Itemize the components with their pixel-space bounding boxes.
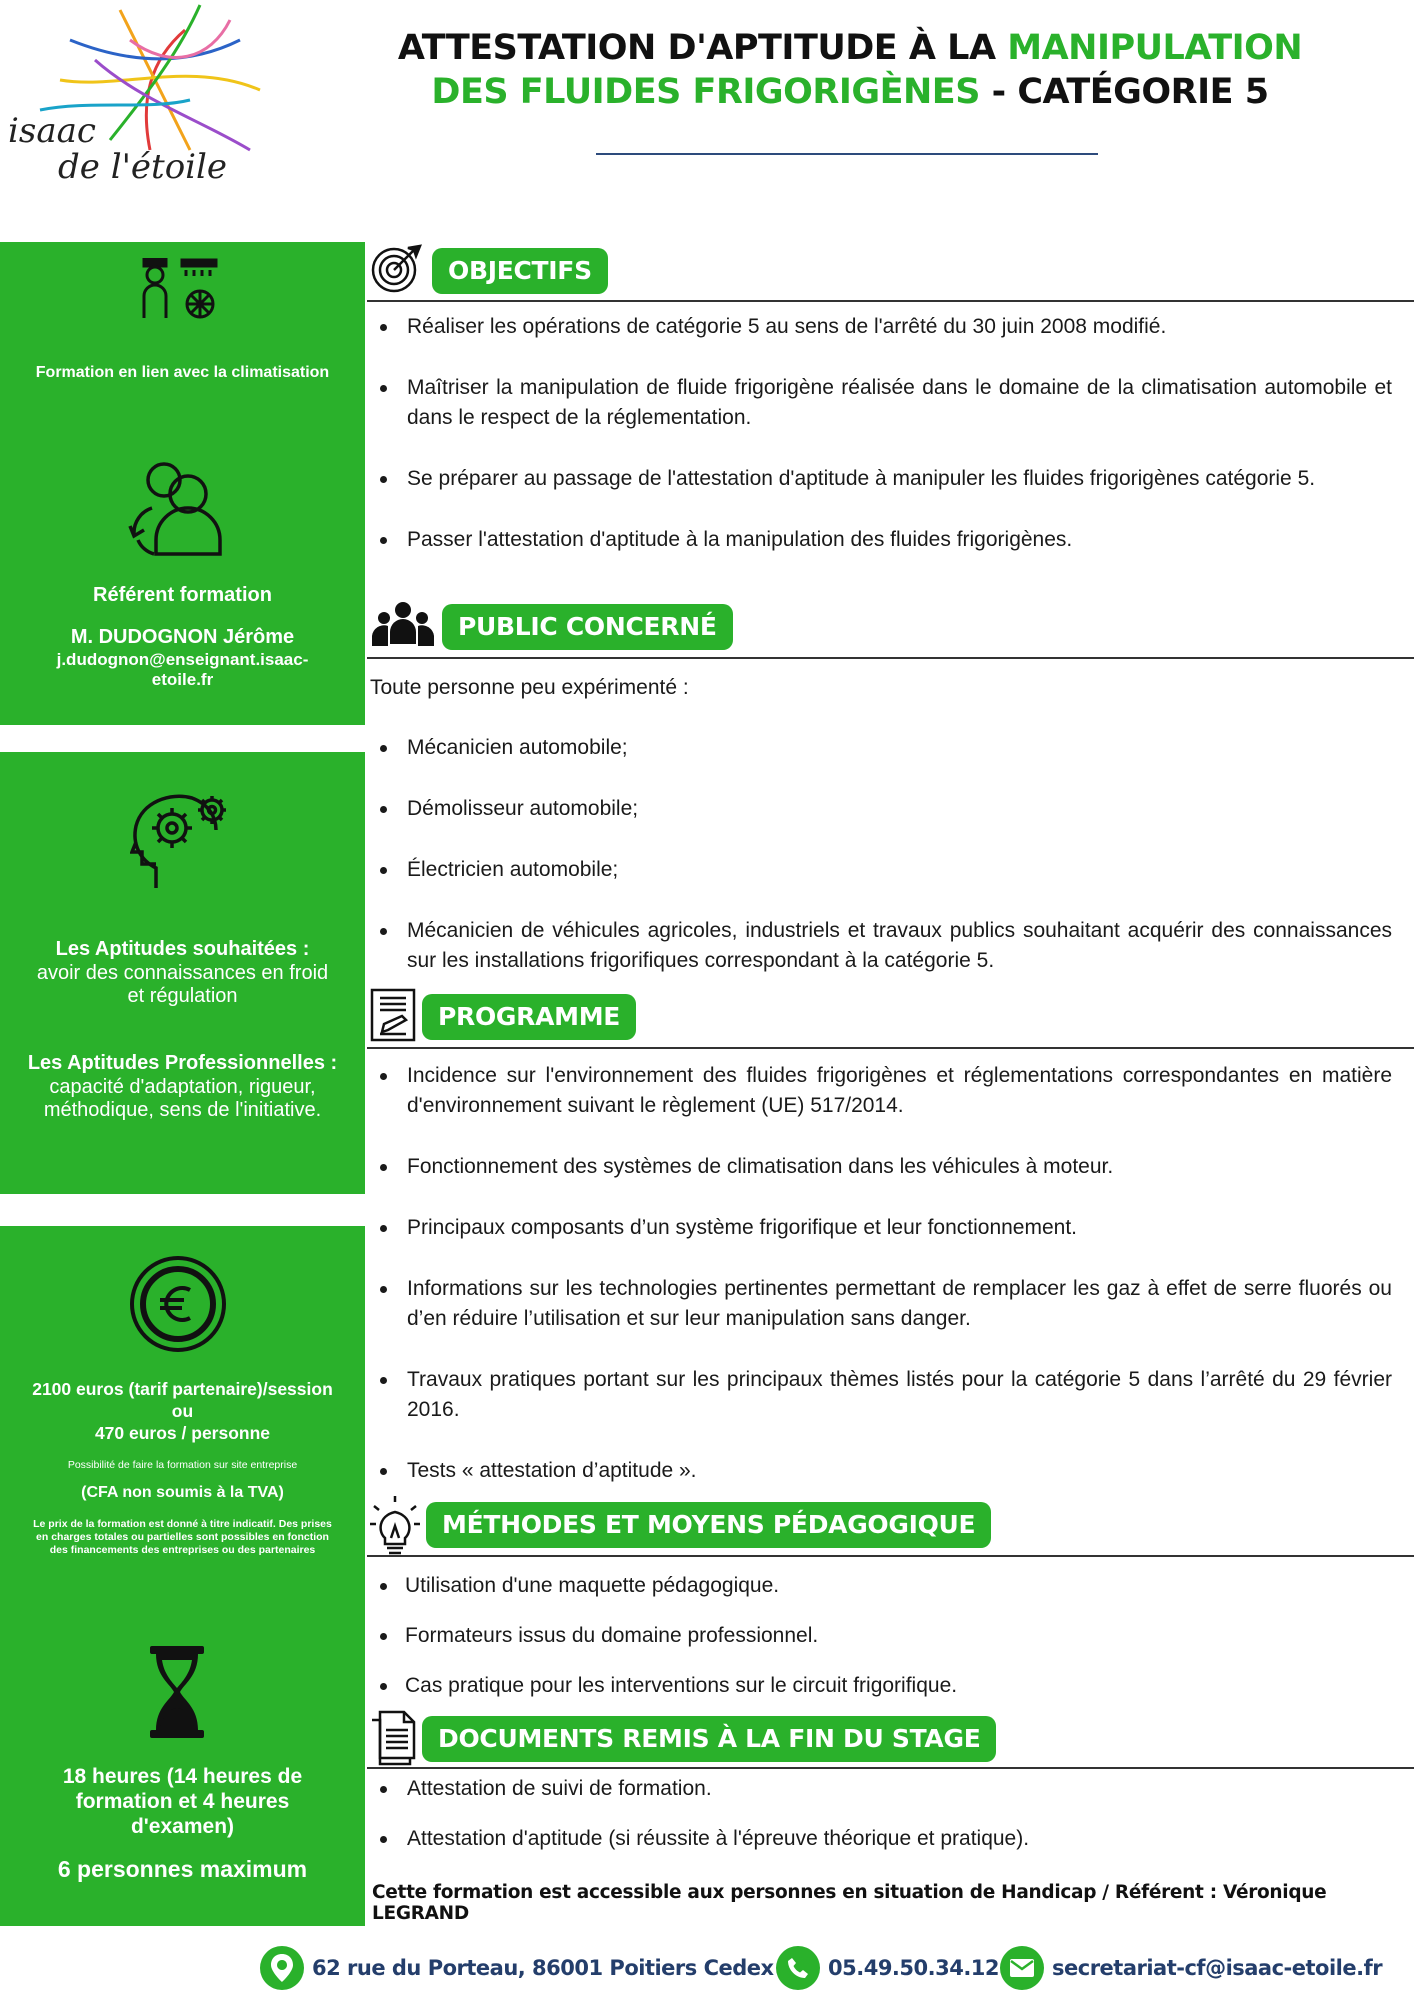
aptitudes-pro-text: capacité d'adaptation, rigueur, méthodique, sens de l'initiative. xyxy=(43,1076,322,1121)
hourglass-icon xyxy=(150,1646,204,1738)
aptitudes-souhaitees-text: avoir des connaissances en froid et régulation xyxy=(36,962,329,1007)
section-documents-title: DOCUMENTS REMIS À LA FIN DU STAGE xyxy=(422,1716,996,1762)
list-item: Cas pratique pour les interventions sur le circuit frigorifique. xyxy=(372,1671,1392,1701)
isaac-etoile-logo xyxy=(0,0,300,190)
footer-email[interactable]: secretariat-cf@isaac-etoile.fr xyxy=(1000,1944,1382,1992)
list-item: Incidence sur l'environnement des fluides frigorigènes et réglementations correspondantes en matière d'environnement suivant le règlement (UE) 517/2014. xyxy=(372,1061,1392,1121)
section-divider xyxy=(367,1767,1414,1769)
list-item: Fonctionnement des systèmes de climatisation dans les véhicules à moteur. xyxy=(372,1152,1392,1182)
list-item: Informations sur les technologies pertinentes permettant de remplacer les gaz à effet de serre fluorés ou d’en réduire l’utilisation et sur leur manipulation sans danger. xyxy=(372,1274,1392,1334)
handicap-note: Cette formation est accessible aux personnes en situation de Handicap / Référent : Véronique LEGRAND xyxy=(372,1882,1327,1924)
site-note: Possibilité de faire la formation sur site entreprise xyxy=(67,1459,298,1471)
group-people-icon xyxy=(370,598,436,650)
public-list xyxy=(372,733,1392,976)
duration-text: 18 heures (14 heures de formation et 4 heures d'examen) xyxy=(62,1765,303,1838)
section-divider xyxy=(367,300,1414,302)
list-item: Principaux composants d’un système frigorifique et leur fonctionnement. xyxy=(372,1213,1392,1243)
section-programme-title: PROGRAMME xyxy=(422,994,636,1040)
sidebar-panel-info xyxy=(0,242,365,725)
target-icon xyxy=(370,242,422,294)
mail-icon xyxy=(1000,1946,1044,1990)
list-item: Se préparer au passage de l'attestation d'aptitude à manipuler les fluides frigorigènes catégorie 5. xyxy=(372,464,1392,494)
list-item: Formateurs issus du domaine professionnel. xyxy=(372,1621,1392,1651)
referent-email[interactable]: j.dudognon@enseignant.isaac- etoile.fr xyxy=(56,650,309,689)
list-item: Mécanicien automobile; xyxy=(372,733,1392,763)
documents-list xyxy=(372,1774,1392,1854)
list-item: Utilisation d'une maquette pédagogique. xyxy=(372,1571,1392,1601)
list-item: Tests « attestation d’aptitude ». xyxy=(372,1456,1392,1486)
aptitudes-pro-label: Les Aptitudes Professionnelles : xyxy=(27,1052,338,1074)
list-item: Attestation de suivi de formation. xyxy=(372,1774,1392,1804)
location-pin-icon xyxy=(260,1946,304,1990)
section-public-title: PUBLIC CONCERNÉ xyxy=(442,604,733,650)
section-methodes-title: MÉTHODES ET MOYENS PÉDAGOGIQUE xyxy=(426,1502,991,1548)
list-item: Passer l'attestation d'aptitude à la manipulation des fluides frigorigènes. xyxy=(372,525,1392,555)
list-item: Électricien automobile; xyxy=(372,855,1392,885)
title-underline xyxy=(596,153,1098,155)
lightbulb-icon xyxy=(370,1496,420,1556)
price-text: 2100 euros (tarif partenaire)/session ou 470 euros / personne xyxy=(32,1379,333,1443)
document-pencil-icon xyxy=(370,988,416,1042)
document-title: ATTESTATION D'APTITUDE À LA MANIPULATION DES FLUIDES FRIGORIGÈNES - CATÉGORIE 5 xyxy=(397,28,1303,112)
section-divider xyxy=(367,1047,1414,1049)
programme-list xyxy=(372,1061,1392,1486)
max-people: 6 personnes maximum xyxy=(57,1856,308,1882)
referent-user-icon xyxy=(128,460,232,556)
public-intro: Toute personne peu expérimenté : xyxy=(370,676,689,699)
climatisation-label: Formation en lien avec la climatisation xyxy=(35,364,330,381)
list-item: Travaux pratiques portant sur les principaux thèmes listés pour la catégorie 5 dans l’arrêté du 29 février 2016. xyxy=(372,1365,1392,1425)
methodes-list xyxy=(372,1571,1392,1701)
section-divider xyxy=(367,657,1414,659)
sidebar-panel-tarif xyxy=(0,1226,365,1926)
list-item: Démolisseur automobile; xyxy=(372,794,1392,824)
phone-icon xyxy=(776,1946,820,1990)
euro-coin-icon xyxy=(128,1254,228,1354)
list-item: Maîtriser la manipulation de fluide frigorigène réalisée dans le domaine de la climatisation automobile et dans le respect de la réglementation. xyxy=(372,373,1392,433)
section-divider xyxy=(367,1555,1414,1557)
tva-note: (CFA non soumis à la TVA) xyxy=(81,1484,284,1501)
aptitudes-souhaitees-label: Les Aptitudes souhaitées : xyxy=(55,938,310,960)
footer-address[interactable]: 62 rue du Porteau, 86001 Poitiers Cedex xyxy=(260,1944,774,1992)
list-item: Réaliser les opérations de catégorie 5 au sens de l'arrêté du 30 juin 2008 modifié. xyxy=(372,312,1392,342)
list-item: Attestation d'aptitude (si réussite à l'épreuve théorique et pratique). xyxy=(372,1824,1392,1854)
section-objectifs-title: OBJECTIFS xyxy=(432,248,608,294)
svg-text:de l'étoile: de l'étoile xyxy=(58,147,228,187)
price-disclaimer: Le prix de la formation est donné à titre indicatif. Des prises en charges totales ou partielles sont possibles en fonction des financements des entreprises ou des partenaires xyxy=(33,1518,332,1556)
objectifs-list xyxy=(372,312,1392,555)
head-gears-icon xyxy=(130,792,236,890)
referent-name: M. DUDOGNON Jérôme xyxy=(70,626,295,648)
technician-icon xyxy=(142,258,220,320)
documents-icon xyxy=(370,1710,416,1766)
svg-text:isaac: isaac xyxy=(8,111,96,151)
list-item: Mécanicien de véhicules agricoles, industriels et travaux publics souhaitant acquérir des connaissances sur les installations frigorifiques correspondant à la catégorie 5. xyxy=(372,916,1392,976)
footer-phone[interactable]: 05.49.50.34.12 xyxy=(776,1944,999,1992)
sidebar-panel-aptitudes xyxy=(0,752,365,1194)
referent-label: Référent formation xyxy=(93,584,272,606)
